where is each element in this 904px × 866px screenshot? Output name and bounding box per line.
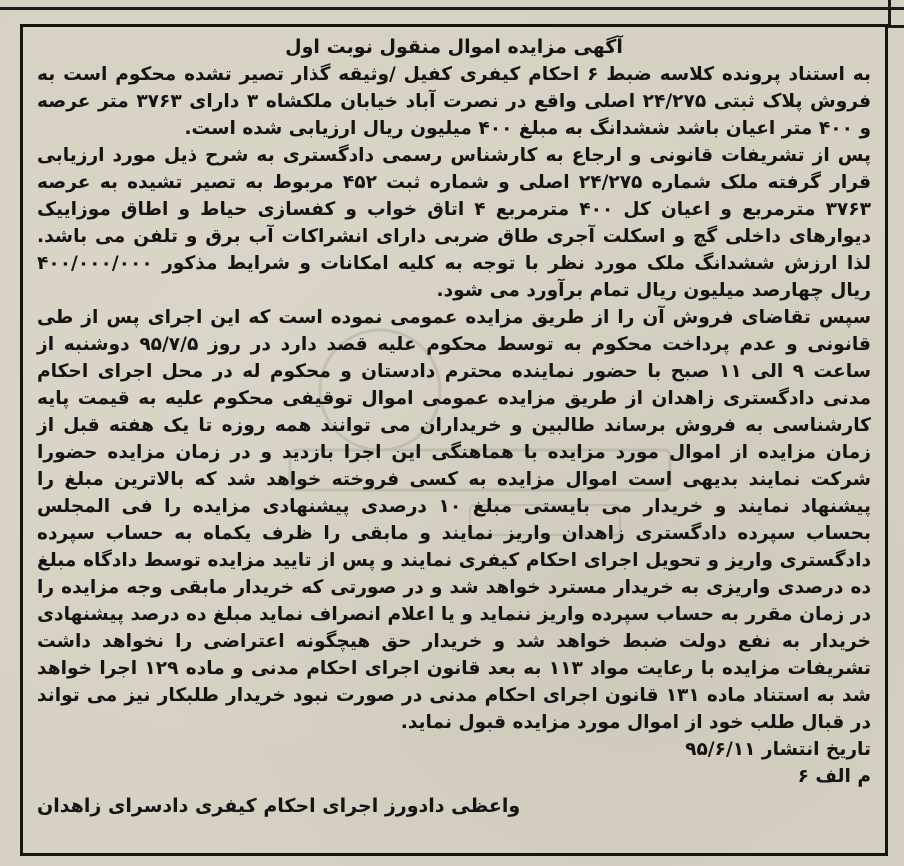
notice-code: م الف ۶ (797, 766, 871, 787)
notice-paragraph-1: به استناد پرونده کلاسه ضبط ۶ احکام کیفری کفیل /وثیقه گذار تصیر تشده محکوم است به فروش پلاک ثبتی ۲۴/۲۷۵ اصلی واقع در نصرت آباد خیابان ملکشاه ۳ دارای ۳۷۶۳ متر عرصه و ۴۰۰ متر اعیان باشد ششدانگ به مبلغ ۴۰۰ میلیون ریال ارزیابی شده است. (37, 64, 871, 139)
publish-date: تاریخ انتشار ۹۵/۶/۱۱ (685, 739, 871, 760)
notice-frame (20, 24, 888, 856)
signature: واعظی دادورز اجرای احکام کیفری دادسرای زاهدان (37, 795, 521, 817)
top-border-rule (0, 0, 904, 10)
notice-title: آگهی مزایده اموال منقول نوبت اول (285, 36, 623, 58)
adjacent-ad-border-fragment (888, 0, 904, 28)
notice-paragraph-3: سپس تقاضای فروش آن را از طریق مزایده عمومی نموده است که این اجرای پس از طی قانونی و عدم پرداخت محکوم به توسط محکوم علیه قصد دارد در روز ۹۵/۷/۵ دوشنبه از ساعت ۹ الی ۱۱ صبح با حضور نماینده محترم دادستان و محکوم له در محل اجرای احکام مدنی دادگستری زاهدان از طریق مزایده عمومی اموال توقیفی محکوم علیه به قیمت پایه کارشناسی به فروش برساند طالبین و خریداران می توانند همه روزه تا یک هفته قبل از زمان مزایده از اموال مورد مزایده با هماهنگی این اجرا بازدید و در زمان مزایده حضورا شرکت نمایند بدیهی است اموال مزایده به کسی فروخته خواهد شد که بالاترین مبلغ را پیشنهاد نمایند و خریدار می بایستی مبلغ ۱۰ درصدی پیشنهادی مزایده را فی المجلس بحساب سپرده دادگستری زاهدان واریز نمایند و مابقی را ظرف یکماه به حساب سپرده دادگستری واریز و تحویل اجرای احکام کیفری نمایند و پس از تایید مزایده توسط دادگاه مبلغ ده درصدی واریزی به خریدار مسترد خواهد شد و در صورتی که خریدار مابقی وجه مزایده را در زمان مقرر به حساب سپرده واریز ننماید و یا اعلام انصراف نماید مبلغ ده درصد پیشنهادی خریدار به نفع دولت ضبط خواهد شد و خریدار حق هیچگونه اعتراضی را نخواهد داشت تشریفات مزایده با رعایت مواد ۱۱۳ به بعد قانون اجرای احکام مدنی و ماده ۱۲۹ اجرا خواهد شد به استناد ماده ۱۳۱ قانون اجرای احکام مدنی در صورت نبود خریدار طلبکار نیز می تواند در قبال طلب خود از اموال مورد مزایده قبول نماید. (37, 307, 872, 733)
notice-paragraph-2: پس از تشریفات قانونی و ارجاع به کارشناس رسمی دادگستری به شرح ذیل مورد ارزیابی قرار گرفته ملک شماره ۲۴/۲۷۵ اصلی و شماره ثبت ۴۵۲ مربوط به تصیر تشیده به عرصه ۳۷۶۳ مترمربع و اعیان کل ۴۰۰ مترمربع ۴ اتاق خواب و کفسازی حیاط و اطاق موزاییک دیوارهای داخلی گچ و اسکلت آجری طاق ضربی دارای انشراکات آب برق و تلفن می باشد. لذا ارزش ششدانگ ملک مورد نظر با توجه به کلیه امکانات و شرایط مذکور ۴۰۰/۰۰۰/۰۰۰ ریال چهارصد میلیون ریال تمام برآورد می شود. (37, 145, 871, 301)
